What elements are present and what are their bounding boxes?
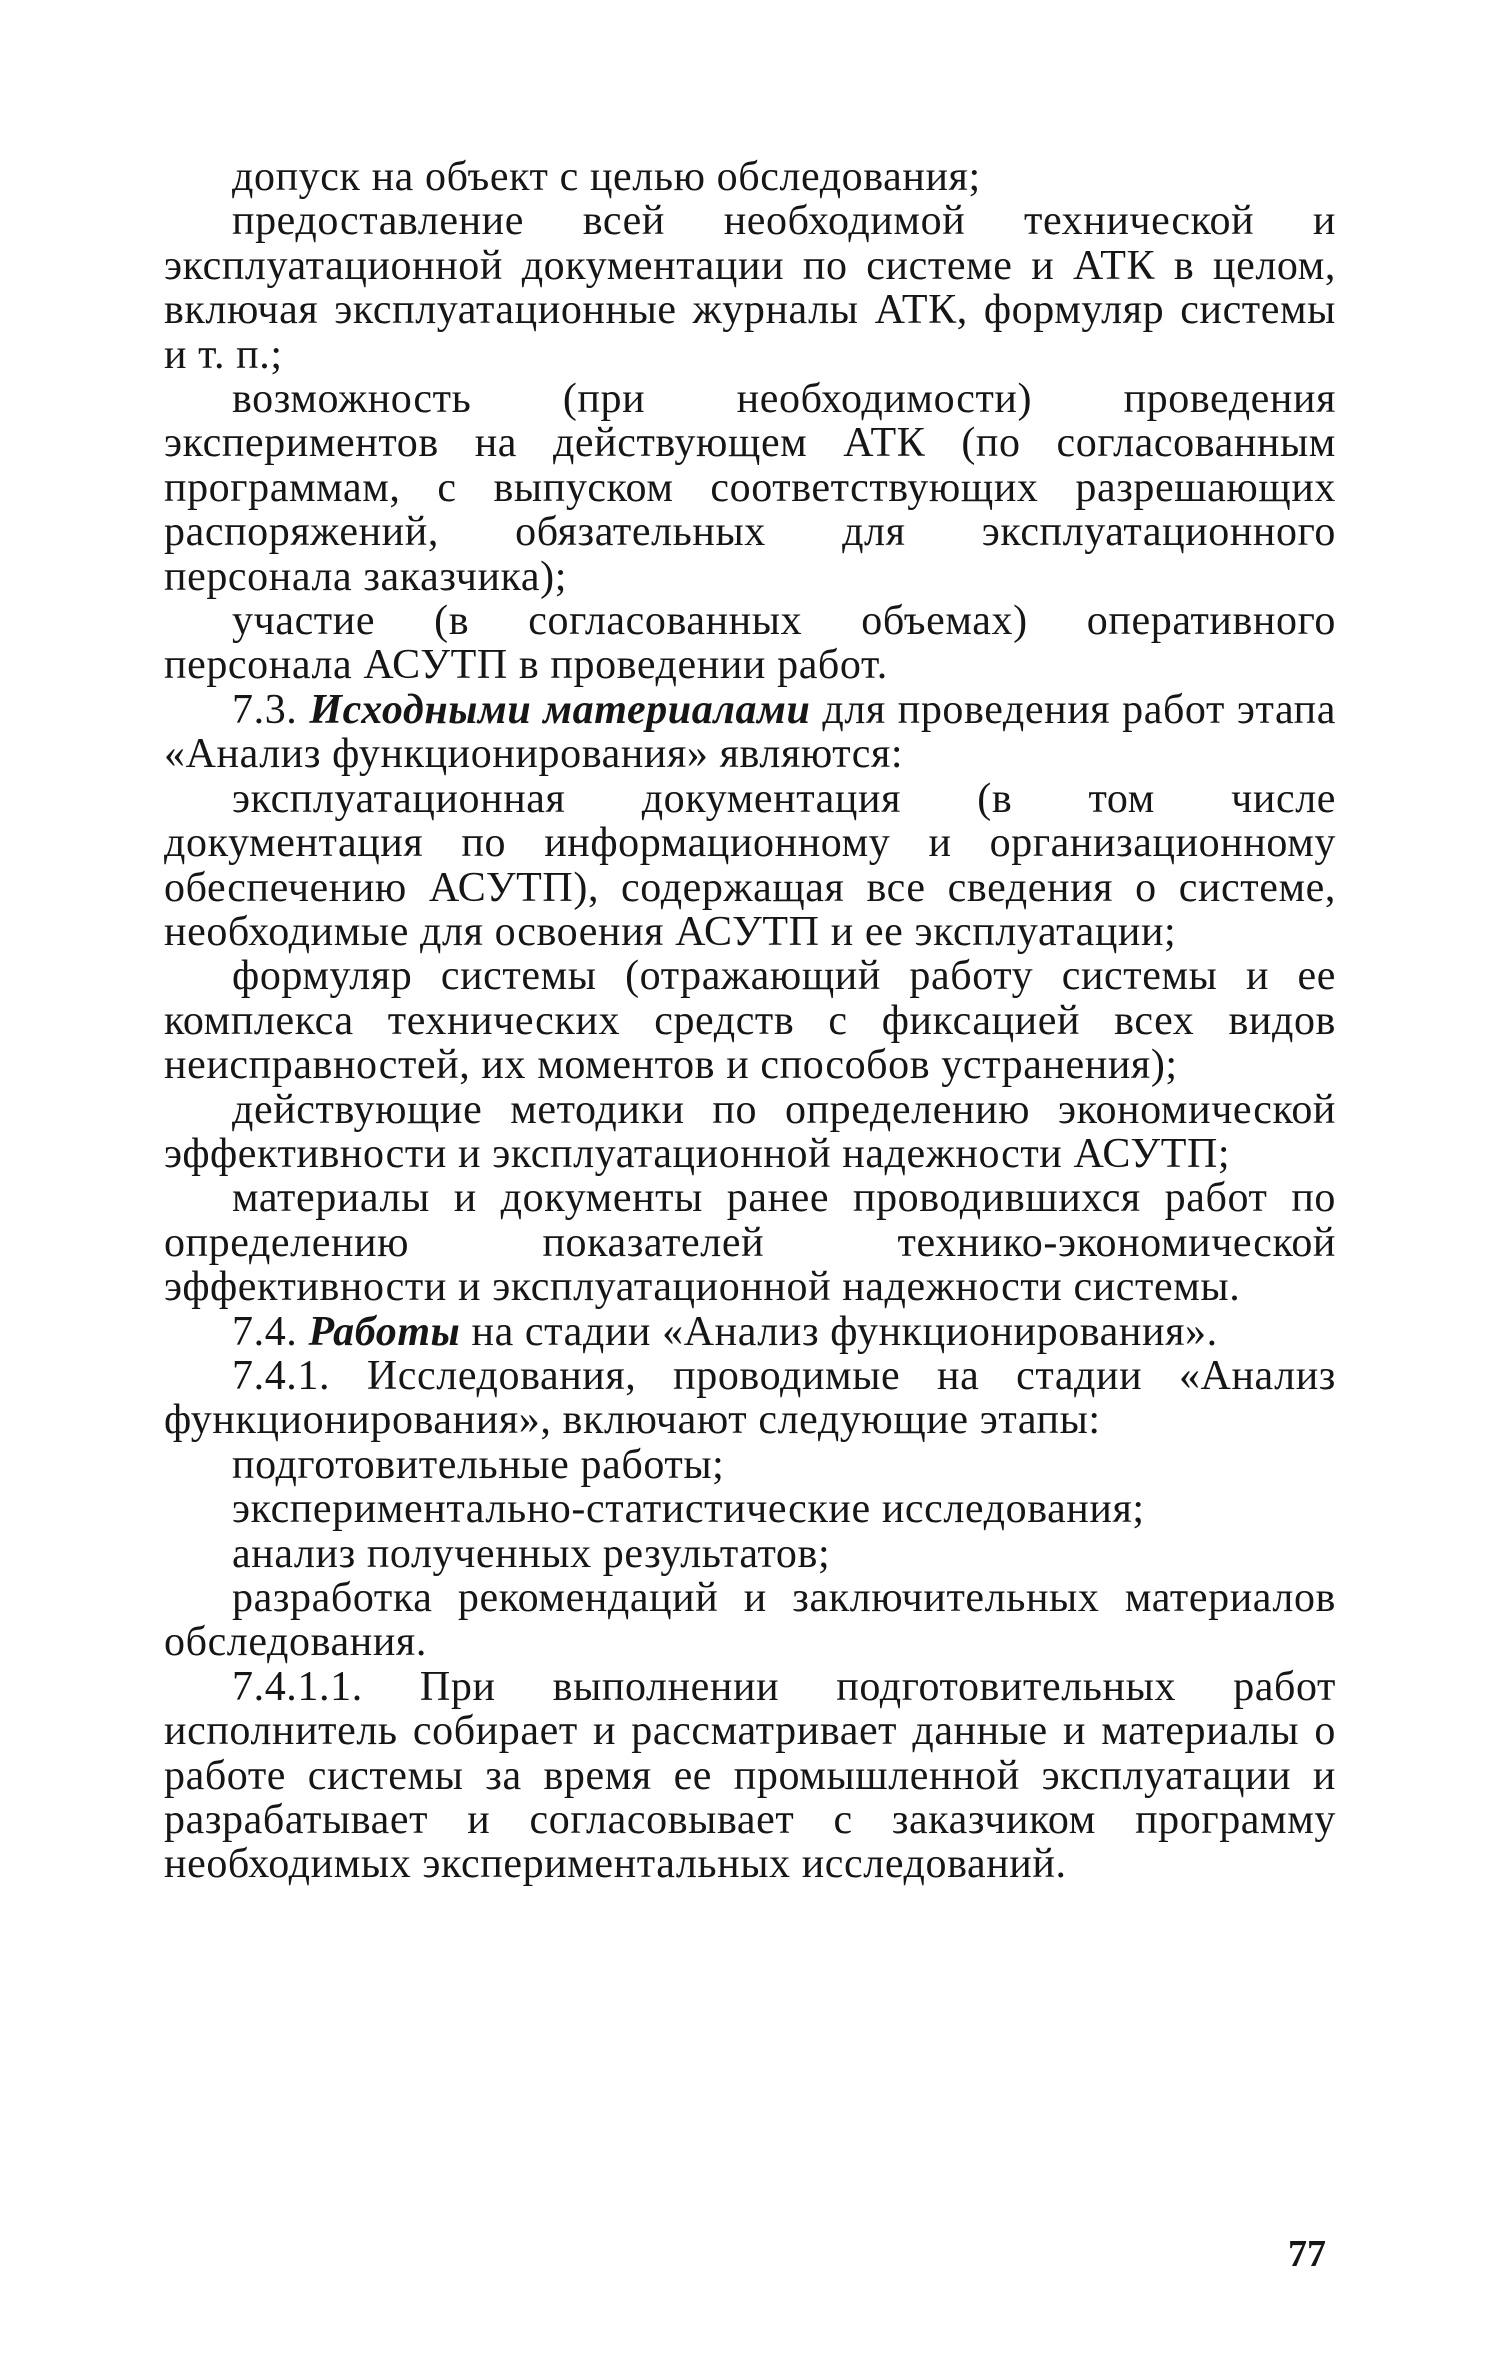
paragraph: разработка рекомендаций и заключительных материалов обследования. xyxy=(164,1575,1336,1666)
page-number: 77 xyxy=(1288,2233,1326,2275)
section-text: на стадии «Анализ функционирования». xyxy=(471,1308,1218,1355)
paragraph: возможность (при необходимости) проведения экспериментов на действующем АТК (по согласованным программам, с выпуском соответствующих разрешающих распоряжений, обязательных для эксплуатационного персонала заказчика); xyxy=(164,376,1336,600)
paragraph: экспериментально-статистические исследования; xyxy=(232,1486,1145,1533)
paragraph: участие (в согласованных объемах) оперативного персонала АСУТП в проведении работ. xyxy=(164,598,1336,689)
paragraph: материалы и документы ранее проводившихся работ по определению показателей технико-экономической эффективности и эксплуатационной надежности системы. xyxy=(164,1175,1336,1311)
body-text xyxy=(164,155,1336,1887)
section-term: Исходными материалами xyxy=(309,686,811,733)
paragraph: формуляр системы (отражающий работу системы и ее комплекса технических средств с фиксацией всех видов неисправностей, их моментов и способов устранения); xyxy=(164,953,1336,1089)
paragraph: анализ полученных результатов; xyxy=(232,1530,831,1577)
paragraph: действующие методики по определению экономической эффективности и эксплуатационной надежности АСУТП; xyxy=(164,1086,1336,1177)
paragraph: подготовительные работы; xyxy=(232,1441,725,1488)
section-term: Работы xyxy=(308,1308,461,1355)
section-number: 7.3. xyxy=(232,686,298,733)
paragraph: допуск на объект с целью обследования; xyxy=(232,154,981,200)
section-7-3 xyxy=(164,688,1336,777)
paragraph: эксплуатационная документация (в том числе документация по информационному и организационному обеспечению АСУТП), содержащая все сведения о системе, необходимые для освоения АСУТП и ее эксплуатации; xyxy=(164,775,1336,955)
section-number: 7.4. xyxy=(232,1308,298,1355)
section-7-4 xyxy=(164,1310,1336,1354)
paragraph: 7.4.1.1. При выполнении подготовительных работ исполнитель собирает и рассматривает данные и материалы о работе системы за время ее промышленной эксплуатации и разрабатывает и согласовывает с заказчиком программу необходимых экспериментальных исследований. xyxy=(164,1663,1336,1888)
section-text: для проведения работ этапа «Анализ функционирования» являются: xyxy=(164,686,1336,778)
paragraph: предоставление всей необходимой технической и эксплуатационной документации по системе и АТК в целом, включая эксплуатационные журналы АТК, формуляр системы и т. п.; xyxy=(164,198,1336,378)
paragraph: 7.4.1. Исследования, проводимые на стадии «Анализ функционирования», включают следующие этапы: xyxy=(164,1352,1336,1444)
